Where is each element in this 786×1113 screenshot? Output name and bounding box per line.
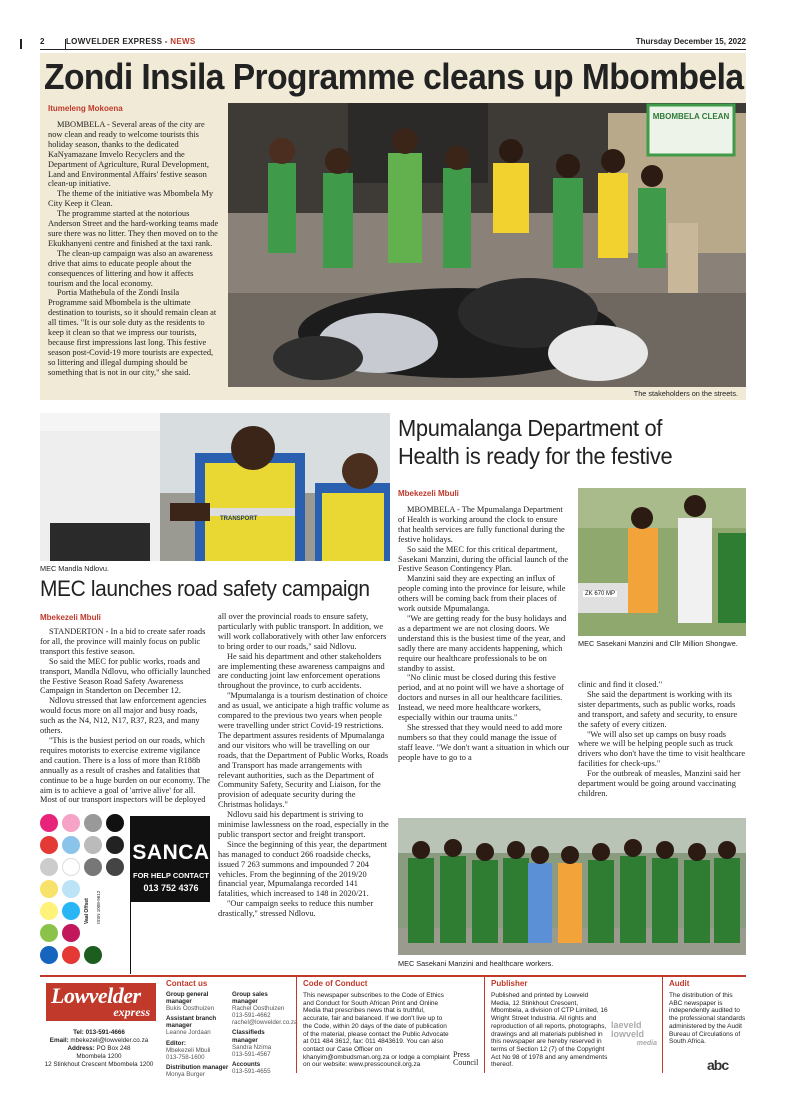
- paragraph: Portia Mathebula of the Zondi Insila Programme said Mbombela is the ultimate destination to tourists, so it should remain clean at all times. "It is our sole duty as the residents to keep it clean so that we impress our tourists, because first impressions last long. This festive season post-Covid-19 more tourists are expected, so littering and illegal dumping should be something that is not in our city," she said.: [48, 288, 217, 377]
- contact-role: Distribution manager: [166, 1063, 229, 1071]
- paragraph: He said his department and other stakeholders are implementing these awareness campaigns and are conducting joint law enforcement operations throughout the province, to curb accidents.: [218, 651, 385, 691]
- paragraph: For the outbreak of measles, Manzini said her department would be going around vaccinating children.: [578, 769, 741, 798]
- byline-story3: Mbekezeli Mbuli: [398, 489, 459, 498]
- publisher-text: Published and printed by Lowveld Media, 12 Stinkhout Crescent, Mbombela, a division of CTP Limited, 16 Wright Street Industria. All rights and reproduction of all reports, photographs, drawings and all materials published in this newspaper are hereby reserved in terms of Section 12 (7) of the Copyright Act No 98 of 1978 and any amendments thereof.: [491, 992, 608, 1069]
- contact-phone: 013-758-1600: [166, 1053, 205, 1061]
- contact-col1: [166, 991, 230, 1078]
- header-rule-2: [65, 39, 66, 49]
- contact-name: Sandra Nzima: [232, 1043, 272, 1051]
- paragraph: clinic and find it closed.": [578, 680, 663, 689]
- header-rule-1: [20, 39, 22, 49]
- colour-dot: [40, 814, 58, 832]
- footer-tel: Tel: 013-591-4666: [73, 1029, 125, 1036]
- footer-email[interactable]: Email: mbekezeli@lowvelder.co.za: [49, 1037, 149, 1044]
- colour-dot: [106, 858, 124, 876]
- paragraph: So said the MEC for public works, roads and transport, Mandla Ndlovu, who officially launched the Festive Season Road Safety Awareness Campaign in Standerton on December 12.: [40, 656, 211, 696]
- footer-address: [40, 1029, 158, 1069]
- audit-title: Audit: [669, 979, 690, 988]
- paragraph: Ndlovu said his department is striving to minimise lawlessness on the road, especially in the public transport sector and freight transport.: [218, 810, 389, 839]
- paragraph: "No clinic must be closed during this festive period, and at no point will we have a shortage of doctors and nurses in all our healthcare facilities. Instead, we need more healthcare workers, especially within our trauma units.": [398, 673, 564, 723]
- paragraph: "Mpumalanga is a tourism destination of choice and as usual, we anticipate a high traffic volume as compared to the previous two years when people were travelling under strict Covid-19 restrictions. The department assures residents of Mpumalanga and our visitors who will be travelling on our roads, that the Department of Public Works, Roads and Transport has made arrangements with relevant authorities, such as the Department of Community Safety, Security and Liaison, for the provision of adequate security during the Christmas holidays.": [218, 691, 390, 810]
- colour-dot: [84, 836, 102, 854]
- footer-street: 12 Stinkhout Crescent Mbombela 1200: [44, 1061, 154, 1068]
- paragraph: STANDERTON - In a bid to create safer roads for all, the province will mainly focus on public transport this festive season.: [40, 627, 206, 656]
- colorbar-label: Vaal Offset: [84, 898, 90, 924]
- issue-date: Thursday December 15, 2022: [635, 37, 746, 46]
- headline-road-safety: MEC launches road safety campaign: [40, 576, 370, 601]
- contact-name: Rachel Oosthuizen: [232, 1005, 285, 1013]
- colour-dot: [106, 814, 124, 832]
- cleanup-sign: MBOMBELA CLEAN: [652, 112, 730, 121]
- contact-phone: 013-591-4662: [232, 1012, 271, 1020]
- paragraph: all over the provincial roads to ensure safety, particularly with public transport. In addition, we will work collaboratively with other law enforcers to bring order to our roads," said Ndlovu.: [218, 612, 387, 651]
- photo-cleanup-art: [228, 103, 746, 387]
- publisher-section: [484, 977, 662, 1073]
- press-council-logo: [453, 1051, 487, 1067]
- logo-sub: express: [113, 1005, 150, 1019]
- code-text: This newspaper subscribes to the Code of Ethics and Conduct for South African Print and Online Media that prescribes news that is truthful, accurate, fair and balanced. If we don't live up to the Code, within 20 days of the date of publication of the material, please contact the Public Advocate at 011 484 3612, fax: 011 4843619. You can also contact our Case Officer on khanyim@ombudsman.org.za or lodge a complaint on our website: www.presscouncil.org.za: [303, 992, 450, 1069]
- colour-dot: [40, 924, 58, 942]
- contact-phone: 013-591-4655: [232, 1067, 271, 1075]
- paragraph: The theme of the initiative was Mbombela My City Keep it Clean.: [48, 189, 214, 209]
- byline-story2: Mbekezeli Mbuli: [40, 613, 101, 622]
- colour-dot: [40, 836, 58, 854]
- audit-section: [662, 977, 746, 1073]
- headline-zondi-insila: Zondi Insila Programme cleans up Mbombela: [44, 56, 744, 97]
- colour-dot: [62, 946, 80, 964]
- story3-col1: [398, 505, 570, 838]
- photo-ndlovu-art: [40, 413, 390, 561]
- publication-name: LOWVELDER EXPRESS - NEWS: [66, 37, 196, 46]
- section-name: NEWS: [170, 37, 196, 46]
- sanca-help-line: FOR HELP CONTACT: [133, 871, 209, 880]
- colour-dot: [84, 814, 102, 832]
- abc-logo: abc: [707, 1057, 729, 1073]
- sanca-white-panel: [131, 902, 211, 974]
- contact-role: Group sales manager: [232, 991, 268, 1006]
- code-title: Code of Conduct: [303, 979, 368, 988]
- contact-name: Bukis Oosthuizen: [166, 1005, 215, 1013]
- colour-dot: [62, 902, 80, 920]
- paragraph: MBOMBELA - Several areas of the city are now clean and ready to welcome tourists this holiday season, thanks to the dedicated KaNyamazane Imvelo Recyclers and the Department of Agriculture, Rural Development, Land and Environmental Affairs' festive season clean-up initiative.: [48, 120, 209, 189]
- story1-body: [48, 120, 220, 397]
- contact-col2: [232, 991, 298, 1075]
- story-zondi-insila: [40, 53, 746, 400]
- colour-dot: [62, 858, 80, 876]
- story2-col1: [40, 627, 212, 807]
- code-of-conduct-section: [296, 977, 484, 1073]
- sanca-phone: 013 752 4376: [143, 883, 199, 893]
- lm-logo-line3: media: [636, 1040, 657, 1047]
- colour-dot: [62, 814, 80, 832]
- press-council-line2: Council: [453, 1058, 479, 1067]
- byline-story1: Itumeleng Mokoena: [48, 104, 123, 113]
- colour-dot: [40, 946, 58, 964]
- paragraph: Ndlovu stressed that law enforcement agencies would focus more on all major and busy roads, such as the N4, N12, N17, R37, R23, and many others.: [40, 696, 207, 736]
- colour-dot: [62, 880, 80, 898]
- colour-dot: [62, 924, 80, 942]
- caption-manzini-shongwe: MEC Sasekani Manzini and Cllr Million Shongwe.: [578, 639, 738, 648]
- sanca-advert[interactable]: [130, 816, 210, 974]
- colour-dot: [40, 902, 58, 920]
- contact-role: Accounts: [232, 1060, 261, 1068]
- paragraph: She said the department is working with its sister departments, such as public works, roads and transport, and safety and security, to ensure the safety of every citizen.: [578, 689, 738, 729]
- paragraph: "We are getting ready for the busy holidays and as a department we are not closing doors. We understand this is the busiest time of the year, and sadly there are many accidents happening, which require our healthcare professionals to be on standby to assist.: [398, 613, 567, 673]
- caption-story1: The stakeholders on the streets.: [633, 389, 738, 398]
- lowvelder-logo[interactable]: [46, 983, 156, 1021]
- contact-role: Editor:: [166, 1039, 186, 1047]
- page-number: 2: [40, 37, 45, 46]
- footer-city: Mbombela 1200: [76, 1053, 122, 1060]
- contact-us-title: Contact us: [166, 979, 208, 988]
- lm-logo-line1: laeveld: [611, 1020, 642, 1030]
- logo-main: Lowvelder: [51, 983, 141, 1008]
- caption-healthcare-workers: MEC Sasekani Manzini and healthcare workers.: [398, 959, 554, 968]
- contact-name: Leanne Jordaan: [166, 1029, 211, 1037]
- paragraph: Manzini said they are expecting an influx of people coming into the province for leisure, while others will be coming back from their places of work outside Mpumalanga.: [398, 574, 566, 614]
- footer-postal: Address: PO Box 248: [67, 1045, 131, 1052]
- colour-dot: [62, 836, 80, 854]
- audit-text: The distribution of this ABC newspaper is independently audited to the professional standards administered by the Audit Bureau of Circulations of South Africa.: [669, 992, 746, 1046]
- lm-logo-line2: lowveld: [611, 1029, 645, 1039]
- caption-mec-ndlovu: MEC Mandla Ndlovu.: [40, 564, 109, 573]
- photo-healthcare-art: [398, 818, 746, 955]
- story3-col2: [578, 680, 746, 830]
- paragraph: "This is the busiest period on our roads, which requires motorists to exercise extreme vigilance and caution. There is a loss of more than R188b annually as a result of crashes and fatalities that continue to be a huge burden on our economy. The aim is to achieve a goal of 'arrive alive' for all. Most of our transport inspectors will be deployed: [40, 735, 211, 805]
- photo-manzini-art: [578, 488, 746, 636]
- contact-role: Group general manager: [166, 991, 209, 1006]
- colour-dot: [40, 880, 58, 898]
- vest-label: TRANSPORT: [220, 516, 258, 522]
- contact-role: Assistant branch manager: [166, 1015, 217, 1030]
- photo-manzini-shongwe: [578, 488, 746, 636]
- story2-col2: [218, 612, 390, 978]
- colour-dot: [40, 858, 58, 876]
- publisher-title: Publisher: [491, 979, 528, 988]
- photo-cleanup-crew: [228, 103, 746, 387]
- paragraph: MBOMBELA - The Mpumalanga Department of Health is working around the clock to ensure that health services are fully functional during the festive holidays.: [398, 505, 565, 544]
- headline-health-festive: Mpumalanga Department of Health is ready for the festive: [398, 415, 673, 469]
- contact-phone: 013-591-4567: [232, 1050, 271, 1058]
- colour-dot: [84, 946, 102, 964]
- contact-name: Monya Burger: [166, 1070, 205, 1078]
- photo-healthcare-workers: [398, 818, 746, 955]
- colorbar-code: ISSN 1008-9612: [96, 890, 101, 924]
- contact-email[interactable]: rachel@lowvelder.co.za: [232, 1019, 298, 1027]
- paragraph: The programme started at the notorious Anderson Street and the hard-working teams made sure there was no litter. They then moved on to the Ekukhanyeni centre and finished at the taxi rank.: [48, 209, 219, 248]
- paragraph: She stressed that they would need to add more numbers so that they could manage the issue of staff leave. "We don't want a situation in which our people have to go to a: [398, 722, 570, 762]
- paragraph: The clean-up campaign was also an awareness drive that aims to educate people about the consequences of littering and how it affects tourism and the local economy.: [48, 248, 213, 288]
- contact-role: Classifieds manager: [232, 1029, 265, 1044]
- paragraph: Since the beginning of this year, the department has managed to conduct 266 roadside checks, issued 7 263 summons and impounded 7 204 vehicles. From the beginning of the 2019/20 financial year, Mpumalanga recorded 141 fatalities, which increased to 148 in 2020/21.: [218, 839, 388, 899]
- colour-dot: [106, 836, 124, 854]
- photo-mec-ndlovu: [40, 413, 390, 561]
- colour-dot: [84, 858, 102, 876]
- press-council-line1: Press: [453, 1050, 470, 1059]
- contact-name: Mbekezeli Mbuli: [166, 1046, 211, 1054]
- page-header: [40, 36, 746, 50]
- footer: [40, 977, 746, 1078]
- paragraph: So said the MEC for this critical department, Sasekani Manzini, during the official launch of the Festive Season Contingency Plan.: [398, 544, 569, 574]
- paragraph: "Our campaign seeks to reduce this number drastically," stressed Ndlovu.: [218, 899, 374, 919]
- paragraph: "We will also set up camps on busy roads where we will be helping people such as truck drivers who don't have the time to visit healthcare facilities for check-ups.": [578, 729, 746, 769]
- sanca-name: SANCA: [132, 841, 210, 864]
- number-plate: ZK 670 MP: [585, 591, 616, 597]
- colour-registration-bar: [40, 814, 128, 974]
- lowveld-media-logo: [611, 1021, 661, 1048]
- contact-us-section: [164, 977, 298, 1078]
